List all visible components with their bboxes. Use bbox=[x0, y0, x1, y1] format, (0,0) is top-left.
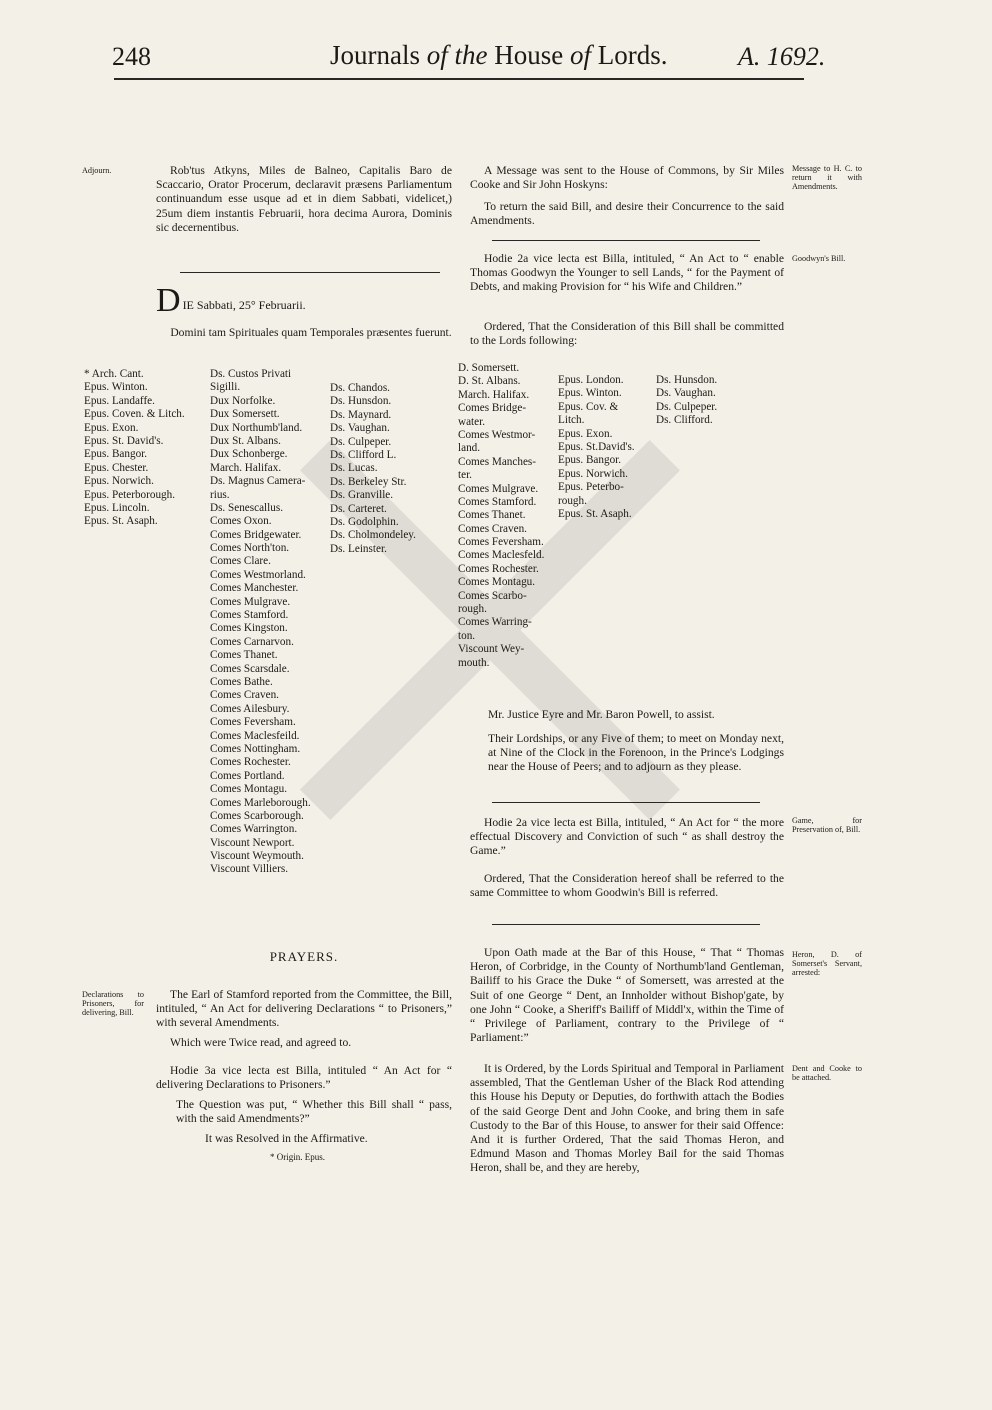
list-item: Epus. Peterbo- bbox=[558, 481, 624, 494]
list-item: Comes Westmorland. bbox=[210, 568, 306, 581]
list-item: Epus. Winton. bbox=[558, 387, 622, 400]
section-rule bbox=[180, 272, 440, 273]
list-item: Comes Mulgrave. bbox=[458, 482, 539, 495]
list-item: Comes Portland. bbox=[210, 769, 285, 782]
list-item: Comes Bridge- bbox=[458, 402, 527, 415]
list-item: Ds. Clifford. bbox=[656, 414, 713, 427]
list-item: Ds. Carteret. bbox=[330, 502, 387, 515]
oath-paragraph: Upon Oath made at the Bar of this House, “ That “ Thomas Heron, of Corbridge, in the County of Northumb'land Gentleman, Bailiff to his Grace the Duke “ of Somersett, was arrested at the Suit of one George “ Dent, an Innholder without Bishop'gate, by one John “ Cooke, a Sheriff's Bailiff of Middl'x, within the Time of “ Privilege of Parliament, contrary to the Privilege of “ Parliament:” bbox=[470, 946, 784, 1045]
attach-order-paragraph: It is Ordered, by the Lords Spiritual and Temporal in Parliament assembled, That the Gentleman Usher of the Black Rod attending this House his Deputy or Deputies, do forthwith attach the Bodies of the said George Dent and John Cooke, and bring them in safe Custody to the Bar of this House, to answer for their said Offence: And it is further Ordered, That the said Thomas Heron, and Edmund Mason and Thomas Morley Bail for the said Thomas Heron, shall be, and they are hereby, bbox=[470, 1062, 784, 1175]
committee-column-temporal bbox=[458, 362, 558, 670]
list-item: Epus. Coven. & Litch. bbox=[84, 408, 185, 421]
list-item: Comes Warrington. bbox=[210, 823, 298, 836]
list-item: rius. bbox=[210, 488, 230, 501]
list-item: Ds. Culpeper. bbox=[656, 400, 718, 413]
list-item: Epus. Lincoln. bbox=[84, 501, 150, 514]
list-item: Comes Clare. bbox=[210, 555, 271, 568]
running-title bbox=[330, 40, 668, 71]
list-item: Epus. Norwich. bbox=[84, 475, 154, 488]
list-item: Epus. Winton. bbox=[84, 381, 148, 394]
list-item: Sigilli. bbox=[210, 381, 241, 394]
die-heading bbox=[156, 282, 452, 319]
list-item: Comes Thanet. bbox=[458, 509, 526, 522]
list-item: Comes Feversham. bbox=[210, 716, 296, 729]
list-item: Ds. Clifford L. bbox=[330, 448, 397, 461]
list-item: Comes Feversham. bbox=[458, 536, 544, 549]
report-paragraph: The Earl of Stamford reported from the Committee, the Bill, intituled, “ An Act for delivering Declarations “ to Prisoners,” with several Amendments. bbox=[156, 988, 452, 1030]
list-item: Dux Northumb'land. bbox=[210, 421, 303, 434]
list-item: Comes Maclesfeld. bbox=[458, 549, 545, 562]
adjourn-paragraph: Rob'tus Atkyns, Miles de Balneo, Capitalis Baro de Scaccario, Orator Procerum, declaravit præsens Parliamentum continuandum esse usque ad et in diem Sabbati, videlicet,) 25um diem instantis Februarii, hora decima Aurora, Dominis sic decernentibus. bbox=[156, 164, 452, 234]
list-item: D. St. Albans. bbox=[458, 375, 521, 388]
margin-note-game: Game, for Preservation of, Bill. bbox=[792, 816, 862, 834]
die-date: IE Sabbati, 25° Februarii. bbox=[182, 298, 306, 312]
list-item: rough. bbox=[458, 603, 487, 616]
margin-note-dent: Dent and Cooke to be attached. bbox=[792, 1064, 862, 1082]
title-part: Lords. bbox=[597, 40, 668, 70]
list-item: Comes Westmor- bbox=[458, 428, 536, 441]
list-item: Ds. Vaughan. bbox=[656, 387, 716, 400]
twice-read-paragraph: Which were Twice read, and agreed to. bbox=[170, 1036, 352, 1049]
list-item: Epus. Cov. & bbox=[558, 400, 619, 413]
list-item: Dux St. Albans. bbox=[210, 434, 281, 447]
title-part: of bbox=[563, 40, 598, 70]
list-item: Epus. Chester. bbox=[84, 461, 149, 474]
list-item: Comes Scarsdale. bbox=[210, 662, 290, 675]
list-item: Comes Maclesfeild. bbox=[210, 729, 300, 742]
list-item: ter. bbox=[458, 469, 472, 482]
goodwyn-paragraph: Hodie 2a vice lecta est Billa, intituled, “ An Act to “ enable Thomas Goodwyn the Younger to sell Lands, “ for the Payment of Debts, and making Provision for “ his Wife and Children.” bbox=[470, 252, 784, 294]
list-item: Litch. bbox=[558, 414, 585, 427]
list-item: Dux Schonberge. bbox=[210, 448, 288, 461]
list-item: Epus. St. Asaph. bbox=[84, 515, 158, 528]
list-item: Comes Craven. bbox=[210, 689, 279, 702]
list-item: Comes Manches- bbox=[458, 455, 536, 468]
list-item: Epus. Bangor. bbox=[84, 448, 148, 461]
list-item: Dux Norfolke. bbox=[210, 394, 276, 407]
committee-column-bishops bbox=[558, 374, 658, 521]
list-item: rough. bbox=[558, 494, 587, 507]
drop-cap: D bbox=[156, 282, 181, 319]
list-item: Comes Craven. bbox=[458, 522, 527, 535]
list-item: March. Halifax. bbox=[458, 388, 530, 401]
list-item: Comes Montagu. bbox=[458, 576, 536, 589]
list-item: Ds. Chandos. bbox=[330, 382, 390, 394]
section-rule bbox=[492, 924, 760, 925]
title-part: Journals bbox=[330, 40, 420, 70]
game-paragraph: Hodie 2a vice lecta est Billa, intituled, “ An Act for “ the more effectual Discovery and Conviction of such “ as shall destroy the Game.” bbox=[470, 816, 784, 858]
list-item: Epus. Peterborough. bbox=[84, 488, 176, 501]
list-item: Epus. Norwich. bbox=[558, 467, 628, 480]
list-item: Epus. Bangor. bbox=[558, 454, 622, 467]
margin-note-declarations: Declarations to Prisoners, for delivering, Bill. bbox=[82, 990, 144, 1017]
list-item: Ds. Hunsdon. bbox=[330, 395, 392, 408]
list-item: Viscount Villiers. bbox=[210, 863, 288, 876]
list-item: Ds. Berkeley Str. bbox=[330, 475, 407, 488]
list-item: Ds. Cholmondeley. bbox=[330, 529, 416, 542]
list-item: Comes Carnarvon. bbox=[210, 635, 294, 648]
domini-line: Domini tam Spirituales quam Temporales præsentes fuerunt. bbox=[170, 326, 452, 339]
list-item: Viscount Newport. bbox=[210, 836, 295, 849]
message-paragraph: A Message was sent to the House of Commons, by Sir Miles Cooke and Sir John Hoskyns: bbox=[470, 164, 784, 192]
third-reading-paragraph: Hodie 3a vice lecta est Billa, intituled “ An Act for “ delivering Declarations to Prisoners.” bbox=[156, 1064, 452, 1092]
page-number: 248 bbox=[112, 42, 151, 71]
list-item: Comes Warring- bbox=[458, 616, 532, 629]
list-item: Epus. Exon. bbox=[558, 427, 613, 440]
list-item: Comes Kingston. bbox=[210, 622, 288, 635]
list-item: * Arch. Cant. bbox=[84, 368, 144, 380]
list-item: Comes Scarborough. bbox=[210, 809, 304, 822]
list-item: Ds. Lucas. bbox=[330, 462, 378, 475]
prayers-heading: PRAYERS. bbox=[269, 949, 339, 964]
list-item: Comes Rochester. bbox=[458, 562, 539, 575]
justices-line: Mr. Justice Eyre and Mr. Baron Powell, to assist. bbox=[488, 708, 715, 721]
footnote: * Origin. Epus. bbox=[270, 1152, 325, 1162]
list-item: Comes Oxon. bbox=[210, 515, 272, 528]
list-item: Comes Marleborough. bbox=[210, 796, 311, 809]
header-rule bbox=[114, 78, 804, 80]
list-item: Epus. London. bbox=[558, 374, 624, 386]
list-item: March. Halifax. bbox=[210, 461, 282, 474]
margin-note-goodwyn: Goodwyn's Bill. bbox=[792, 254, 846, 263]
list-item: mouth. bbox=[458, 656, 490, 669]
list-item: Comes Ailesbury. bbox=[210, 702, 290, 715]
list-item: Ds. Culpeper. bbox=[330, 435, 392, 448]
list-item: Comes Manchester. bbox=[210, 582, 299, 595]
peers-column-bishops bbox=[84, 368, 204, 529]
list-item: Comes Stamford. bbox=[458, 495, 537, 508]
list-item: Epus. Exon. bbox=[84, 421, 139, 434]
list-item: Comes Mulgrave. bbox=[210, 595, 291, 608]
list-item: Ds. Leinster. bbox=[330, 542, 387, 555]
list-item: Ds. Hunsdon. bbox=[656, 374, 718, 386]
list-item: ton. bbox=[458, 629, 476, 642]
ordered-committee-paragraph: Ordered, That the Consideration of this Bill shall be committed to the Lords following: bbox=[470, 320, 784, 348]
list-item: Comes Thanet. bbox=[210, 649, 278, 662]
list-item: Comes Bathe. bbox=[210, 675, 273, 688]
list-item: Ds. Granville. bbox=[330, 489, 394, 502]
list-item: Ds. Magnus Camera- bbox=[210, 475, 306, 488]
section-rule bbox=[492, 802, 760, 803]
list-item: Dux Somersett. bbox=[210, 408, 280, 421]
title-part: of the bbox=[420, 40, 495, 70]
list-item: Ds. Custos Privati bbox=[210, 368, 292, 380]
margin-note-adjourn: Adjourn. bbox=[82, 166, 112, 175]
margin-note-message: Message to H. C. to return it with Amendments. bbox=[792, 164, 862, 191]
list-item: Ds. Godolphin. bbox=[330, 515, 399, 528]
list-item: Ds. Maynard. bbox=[330, 408, 392, 421]
list-item: Comes Montagu. bbox=[210, 783, 288, 796]
committee-column-barons bbox=[656, 374, 756, 428]
list-item: Epus. St. David's. bbox=[84, 434, 164, 447]
peers-column-barons bbox=[330, 382, 460, 556]
question-paragraph: The Question was put, “ Whether this Bill shall “ pass, with the said Amendments?” bbox=[176, 1098, 452, 1126]
section-rule bbox=[492, 240, 760, 241]
ordered-game-paragraph: Ordered, That the Consideration hereof shall be referred to the same Committee to whom Goodwin's Bill is referred. bbox=[470, 872, 784, 900]
list-item: Comes North'ton. bbox=[210, 542, 290, 555]
list-item: Epus. St.David's. bbox=[558, 440, 635, 453]
list-item: land. bbox=[458, 442, 481, 455]
peers-column-temporal bbox=[210, 368, 328, 877]
list-item: Comes Rochester. bbox=[210, 756, 291, 769]
margin-note-heron: Heron, D. of Somerset's Servant, arrested: bbox=[792, 950, 862, 977]
lordships-paragraph: Their Lordships, or any Five of them; to meet on Monday next, at Nine of the Clock in the Forenoon, in the Prince's Lodgings near the House of Peers; and to adjourn as they please. bbox=[488, 732, 784, 774]
list-item: Comes Nottingham. bbox=[210, 742, 301, 755]
list-item: Comes Scarbo- bbox=[458, 589, 527, 602]
list-item: D. Somersett. bbox=[458, 362, 520, 374]
year: A. 1692. bbox=[738, 42, 826, 71]
list-item: Epus. Landaffe. bbox=[84, 394, 155, 407]
return-paragraph: To return the said Bill, and desire their Concurrence to the said Amendments. bbox=[470, 200, 784, 228]
list-item: water. bbox=[458, 415, 486, 428]
list-item: Viscount Wey- bbox=[458, 643, 525, 656]
resolved-line: It was Resolved in the Affirmative. bbox=[205, 1132, 368, 1145]
title-part: House bbox=[494, 40, 564, 70]
list-item: Comes Stamford. bbox=[210, 609, 289, 622]
list-item: Ds. Vaughan. bbox=[330, 422, 390, 435]
list-item: Comes Bridgewater. bbox=[210, 528, 302, 541]
list-item: Epus. St. Asaph. bbox=[558, 507, 632, 520]
list-item: Viscount Weymouth. bbox=[210, 850, 304, 863]
list-item: Ds. Senescallus. bbox=[210, 501, 284, 514]
